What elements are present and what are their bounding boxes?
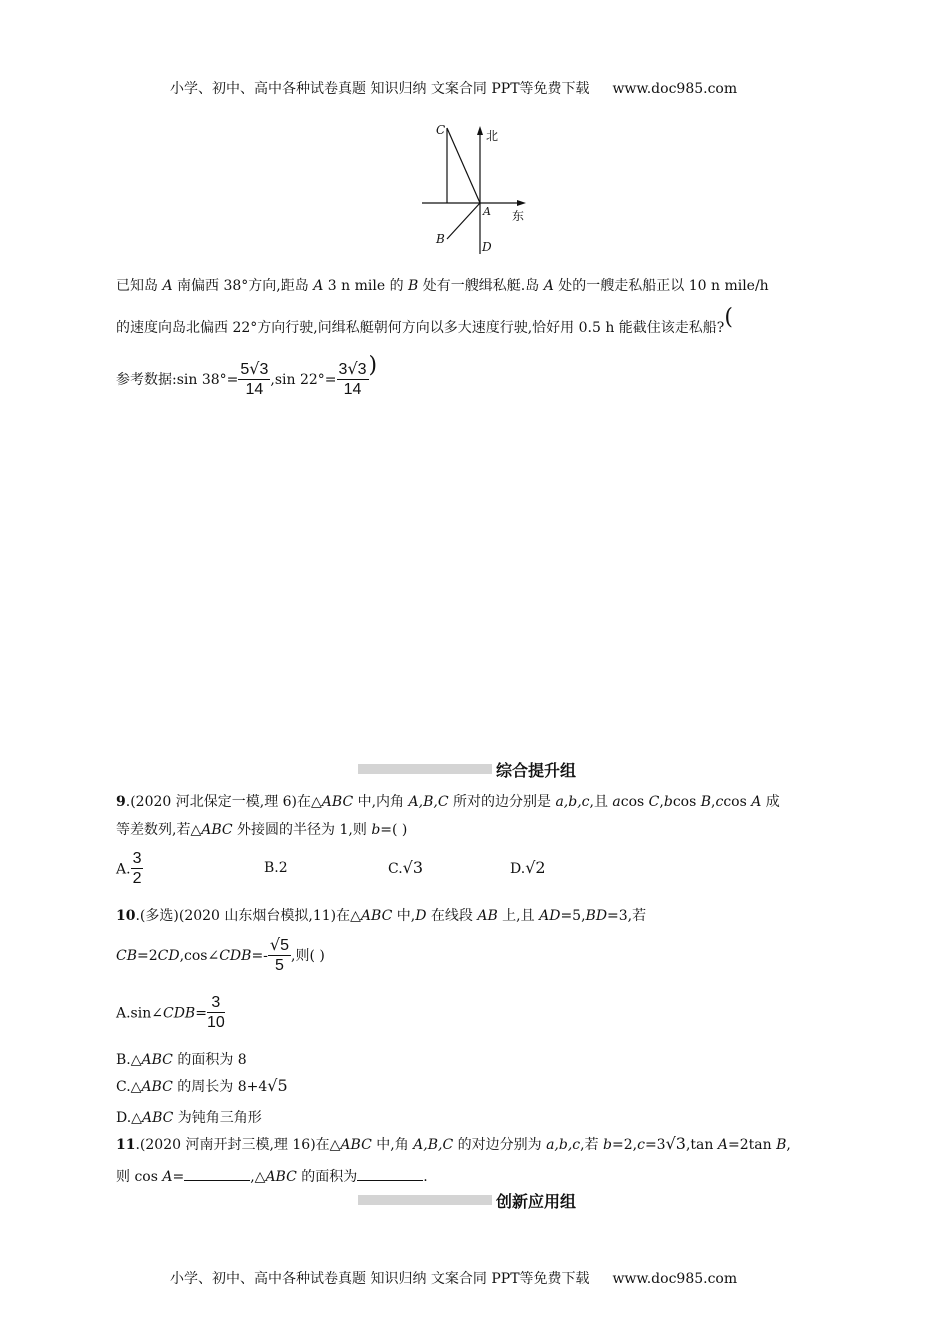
text: =2, bbox=[612, 1137, 638, 1153]
fraction-numerator: 3 bbox=[207, 994, 225, 1013]
q11-line1 bbox=[116, 1134, 791, 1155]
text: D.△ bbox=[116, 1110, 142, 1126]
fraction-sin38 bbox=[238, 360, 270, 400]
fraction-denominator: 14 bbox=[343, 381, 362, 398]
sqrt-icon: √ bbox=[269, 935, 281, 954]
var: CDB bbox=[162, 1005, 196, 1022]
question-number: 11 bbox=[116, 1137, 136, 1153]
text: A.sin∠ bbox=[116, 1005, 163, 1022]
text: , bbox=[711, 794, 716, 810]
section-title-comprehensive: 综合提升组 bbox=[496, 761, 577, 780]
text: = bbox=[195, 1005, 207, 1022]
fraction bbox=[131, 850, 144, 889]
radicand: 5 bbox=[277, 1076, 288, 1095]
q8-line1 bbox=[116, 276, 769, 296]
text: 上,且 bbox=[497, 908, 540, 924]
north-arrow-icon bbox=[477, 126, 483, 135]
answer-blank-area[interactable] bbox=[357, 1166, 423, 1181]
text: 参考数据:sin 38°= bbox=[116, 372, 239, 388]
radicand: 5 bbox=[280, 937, 290, 954]
var: AD bbox=[539, 908, 561, 924]
text: =- bbox=[251, 948, 268, 964]
text: =2tan bbox=[728, 1137, 777, 1153]
fraction-numerator bbox=[238, 360, 270, 380]
var: ABC bbox=[141, 1110, 174, 1126]
text: 外接圆的半径为 1,则 bbox=[232, 822, 372, 838]
text: 已知岛 bbox=[116, 278, 163, 294]
var: D bbox=[415, 908, 427, 924]
text: 中,角 bbox=[371, 1137, 414, 1153]
text: 等差数列,若△ bbox=[116, 822, 202, 838]
q9-line1 bbox=[116, 792, 780, 812]
var: BD bbox=[585, 908, 608, 924]
fraction-numerator bbox=[268, 936, 291, 956]
var: c bbox=[637, 1137, 645, 1153]
text: 的对边分别为 bbox=[453, 1137, 547, 1153]
text: 在线段 bbox=[426, 908, 478, 924]
fraction-numerator: 3 bbox=[132, 850, 142, 867]
var: A bbox=[751, 794, 762, 810]
fraction-denominator: 5 bbox=[275, 957, 284, 974]
text: = bbox=[172, 1169, 185, 1185]
text: . bbox=[423, 1169, 428, 1185]
page-header bbox=[170, 78, 737, 98]
var: a,b,c bbox=[555, 794, 590, 810]
fraction-denominator: 2 bbox=[132, 870, 142, 887]
num-coef: 3 bbox=[338, 361, 348, 378]
text: =3,若 bbox=[607, 908, 647, 924]
east-arrow-icon bbox=[517, 200, 526, 206]
q10-option-b[interactable] bbox=[116, 1050, 247, 1070]
text: cos bbox=[620, 794, 649, 810]
text: 成 bbox=[761, 794, 780, 810]
text: ,sin 22°= bbox=[270, 372, 337, 388]
var: ABC bbox=[201, 822, 233, 838]
text: =2 bbox=[137, 948, 158, 964]
text: 为钝角三角形 bbox=[173, 1110, 262, 1126]
segment-ab bbox=[447, 203, 480, 239]
var: A bbox=[313, 278, 324, 294]
text: 的速度向岛北偏西 22°方向行驶,问缉私艇朝何方向以多大速度行驶,恰好用 0.5 h 能截住该走私船? bbox=[116, 320, 725, 336]
text: ,△ bbox=[250, 1169, 266, 1185]
sqrt-icon: √ bbox=[525, 858, 536, 877]
option-label: C. bbox=[388, 861, 403, 877]
label-d: D bbox=[482, 240, 492, 254]
q10-option-c[interactable] bbox=[116, 1076, 288, 1097]
var: CD bbox=[157, 948, 180, 964]
var: A,B,C bbox=[413, 1137, 454, 1153]
question-number: 10 bbox=[116, 908, 136, 924]
var: ABC bbox=[265, 1169, 297, 1185]
q8-line2 bbox=[116, 305, 733, 338]
sqrt-icon: √ bbox=[347, 359, 358, 378]
var: A bbox=[717, 1137, 728, 1153]
text: .(多选)(2020 山东烟台模拟,11)在△ bbox=[135, 908, 361, 924]
q9-line2 bbox=[116, 820, 407, 840]
text: 南偏西 38°方向,距岛 bbox=[172, 278, 314, 294]
var: A bbox=[543, 278, 554, 294]
var: ABC bbox=[141, 1079, 173, 1095]
header-site-link[interactable]: www.doc985.com bbox=[612, 81, 738, 97]
section-title-innovation: 创新应用组 bbox=[496, 1192, 577, 1211]
header-text: 小学、初中、高中各种试卷真题 知识归纳 文案合同 PPT等免费下载 bbox=[170, 81, 590, 97]
label-c: C bbox=[436, 123, 446, 137]
fraction bbox=[268, 936, 291, 976]
label-a: A bbox=[483, 205, 491, 218]
option-label: D. bbox=[510, 861, 526, 877]
var: C bbox=[648, 794, 660, 810]
radicand: 3 bbox=[412, 858, 424, 877]
var: B bbox=[408, 278, 419, 294]
text: .(2020 河南开封三模,理 16)在△ bbox=[135, 1137, 341, 1153]
text: B.△ bbox=[116, 1052, 142, 1068]
text: , bbox=[786, 1137, 791, 1153]
fraction-numerator bbox=[337, 360, 369, 380]
var: ABC bbox=[321, 794, 354, 810]
text: ,且 bbox=[589, 794, 613, 810]
var: c bbox=[715, 794, 724, 810]
q11-line2 bbox=[116, 1166, 428, 1187]
text: 中,内角 bbox=[353, 794, 409, 810]
text: ,则( ) bbox=[291, 948, 325, 964]
paren-open: ( bbox=[724, 305, 733, 330]
var: A,B,C bbox=[408, 794, 449, 810]
var: b bbox=[371, 822, 381, 838]
sqrt-icon: √ bbox=[267, 1076, 278, 1095]
direction-diagram bbox=[420, 122, 530, 257]
sqrt-icon: √ bbox=[665, 1134, 676, 1153]
text: 则 cos bbox=[116, 1169, 163, 1185]
var: B bbox=[700, 794, 712, 810]
var: ABC bbox=[340, 1137, 372, 1153]
paren-close: ) bbox=[368, 353, 378, 378]
q9-option-b[interactable]: B.2 bbox=[264, 860, 288, 876]
q10-line2 bbox=[116, 936, 325, 976]
text: cos bbox=[723, 794, 752, 810]
var: ABC bbox=[141, 1052, 173, 1068]
fraction bbox=[207, 994, 225, 1033]
label-north: 北 bbox=[486, 129, 499, 143]
option-label: A. bbox=[116, 861, 131, 878]
var: a bbox=[612, 794, 621, 810]
text: ,cos∠ bbox=[179, 948, 220, 964]
var: a,b,c bbox=[546, 1137, 581, 1153]
page-footer bbox=[170, 1268, 737, 1288]
text: C.△ bbox=[116, 1079, 142, 1095]
text: 的面积为 bbox=[296, 1169, 358, 1185]
label-east: 东 bbox=[512, 209, 525, 223]
segment-ca bbox=[447, 128, 480, 203]
fraction-sin22 bbox=[337, 360, 369, 400]
var: AB bbox=[477, 908, 498, 924]
fraction-denominator: 14 bbox=[245, 381, 264, 398]
text: .(2020 河北保定一模,理 6)在△ bbox=[125, 794, 322, 810]
text: =5, bbox=[560, 908, 586, 924]
radicand: 2 bbox=[535, 858, 546, 877]
var: ABC bbox=[360, 908, 393, 924]
text: ,tan bbox=[685, 1137, 718, 1153]
var: b bbox=[603, 1137, 613, 1153]
text: cos bbox=[672, 794, 701, 810]
var: CDB bbox=[219, 948, 252, 964]
var: A bbox=[162, 278, 173, 294]
radicand: 3 bbox=[675, 1134, 686, 1153]
answer-blank-cos-a[interactable] bbox=[184, 1166, 250, 1181]
sqrt-icon: √ bbox=[402, 858, 413, 877]
q9-option-d[interactable] bbox=[510, 858, 546, 879]
text: 处的一艘走私船正以 10 n mile/h bbox=[553, 278, 769, 294]
footer-text: 小学、初中、高中各种试卷真题 知识归纳 文案合同 PPT等免费下载 bbox=[170, 1271, 590, 1287]
section-bar bbox=[358, 764, 492, 774]
var: b bbox=[663, 794, 673, 810]
text: 的面积为 8 bbox=[172, 1052, 247, 1068]
text: 所对的边分别是 bbox=[448, 794, 556, 810]
text: , bbox=[659, 794, 664, 810]
num-coef: 5 bbox=[240, 361, 250, 378]
text: ,若 bbox=[580, 1137, 604, 1153]
question-number: 9 bbox=[116, 794, 126, 810]
footer-site-link[interactable]: www.doc985.com bbox=[612, 1271, 738, 1287]
radicand: 3 bbox=[259, 361, 269, 378]
q8-line3 bbox=[116, 353, 378, 400]
label-b: B bbox=[436, 232, 445, 246]
text: =( ) bbox=[380, 822, 408, 838]
radicand: 3 bbox=[357, 361, 367, 378]
var: CB bbox=[116, 948, 137, 964]
var: B bbox=[776, 1137, 787, 1153]
text: 中, bbox=[392, 908, 416, 924]
sqrt-icon: √ bbox=[249, 359, 260, 378]
section-bar bbox=[358, 1195, 492, 1205]
text: 的周长为 8+4 bbox=[172, 1079, 268, 1095]
q9-option-a[interactable] bbox=[116, 850, 143, 889]
q9-option-c[interactable] bbox=[388, 858, 423, 879]
var: A bbox=[162, 1169, 173, 1185]
fraction-denominator: 10 bbox=[206, 1014, 225, 1031]
q10-line1 bbox=[116, 906, 646, 926]
text: =3 bbox=[644, 1137, 666, 1153]
text: 3 n mile 的 bbox=[323, 278, 409, 294]
q10-option-a[interactable] bbox=[116, 994, 225, 1033]
q10-option-d[interactable] bbox=[116, 1108, 262, 1128]
text: 处有一艘缉私艇.岛 bbox=[418, 278, 544, 294]
